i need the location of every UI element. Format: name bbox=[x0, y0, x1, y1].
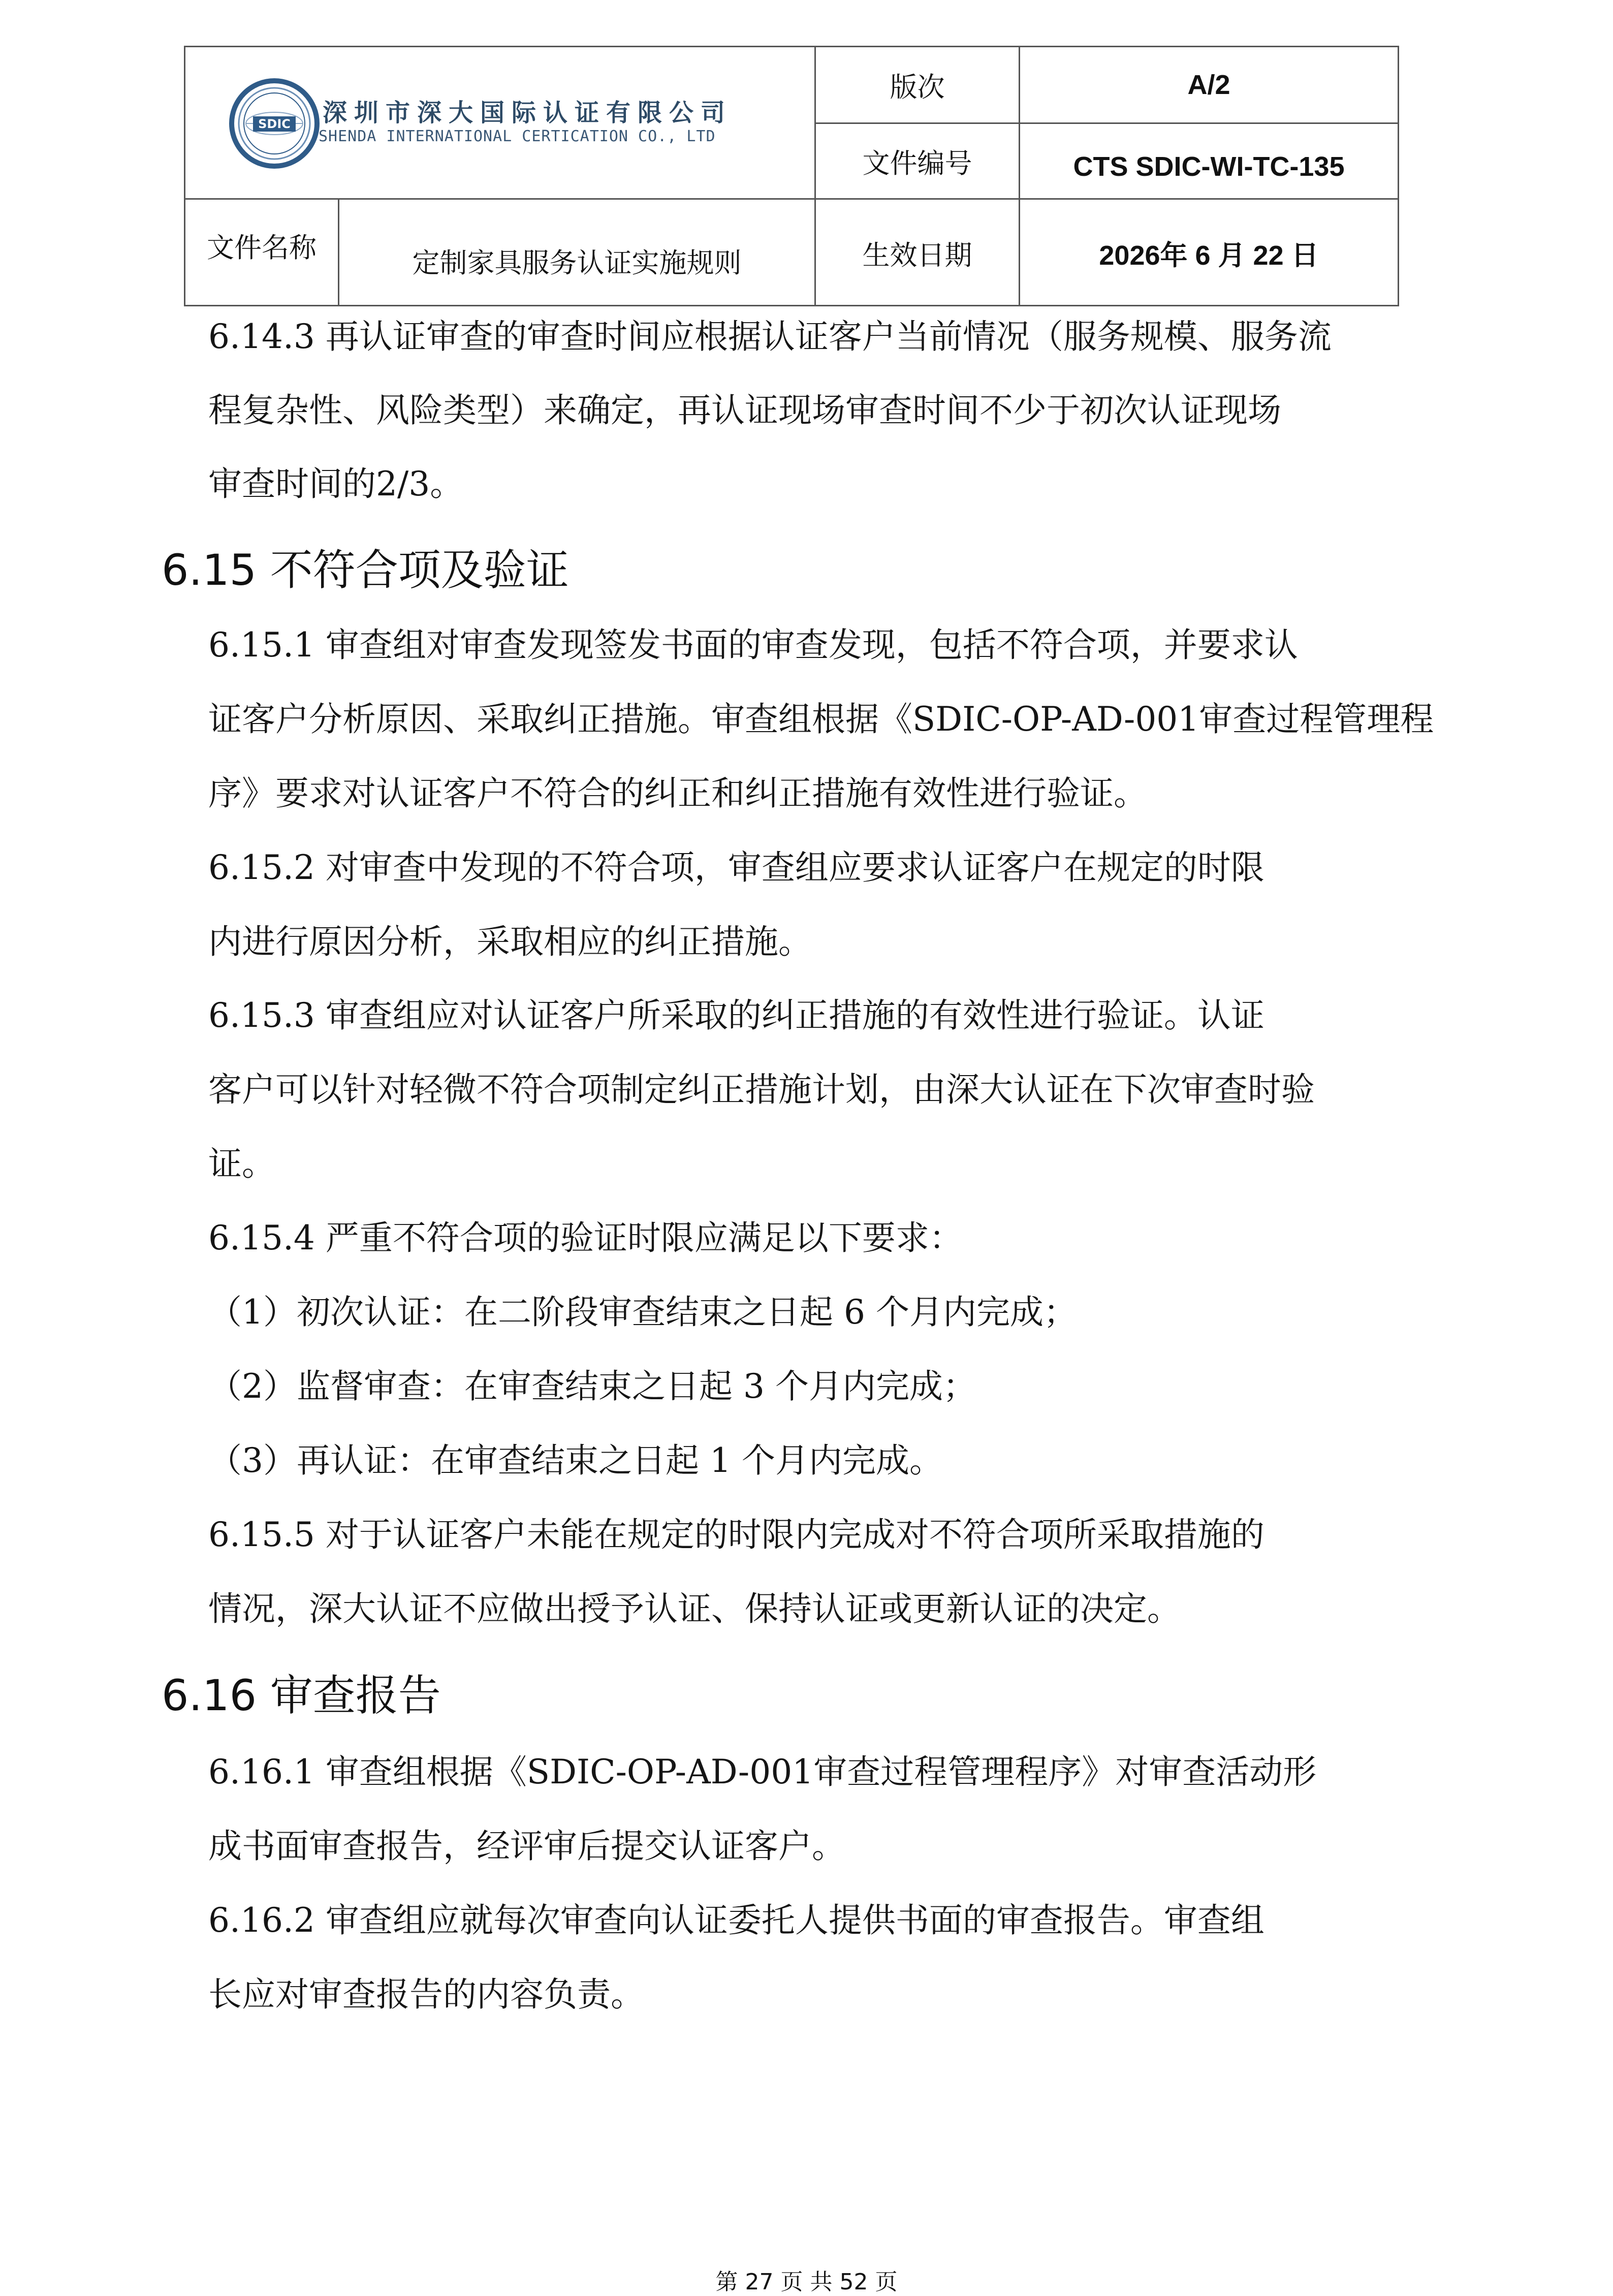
company-logo-block bbox=[185, 47, 816, 200]
paragraph-line: 证客户分析原因、采取纠正措施。审查组根据《SDIC-OP-AD-001审查过程管理程 bbox=[208, 700, 1434, 739]
paragraph-line: 内进行原因分析，采取相应的纠正措施。 bbox=[208, 922, 812, 961]
paragraph-line: 成书面审查报告，经评审后提交认证客户。 bbox=[208, 1827, 845, 1866]
list-item: （1）初次认证：在二阶段审查结束之日起 6 个月内完成； bbox=[208, 1293, 1077, 1332]
paragraph-line: 审查时间的2/3。 bbox=[208, 464, 464, 504]
paragraph-line: 6.14.3 再认证审查的审查时间应根据认证客户当前情况（服务规模、服务流 bbox=[208, 317, 1332, 356]
paragraph-line: 6.15.4 严重不符合项的验证时限应满足以下要求： bbox=[208, 1218, 963, 1257]
sdic-logo-icon bbox=[229, 78, 320, 169]
version-value: A/2 bbox=[1187, 70, 1230, 100]
paragraph-line: 程复杂性、风险类型）来确定，再认证现场审查时间不少于初次认证现场 bbox=[208, 391, 1281, 430]
paragraph-line: 6.16.2 审查组应就每次审查向认证委托人提供书面的审查报告。审查组 bbox=[208, 1901, 1264, 1940]
doc-number-value: CTS SDIC-WI-TC-135 bbox=[1073, 151, 1345, 182]
section-heading: 6.15 不符合项及验证 bbox=[162, 545, 569, 595]
page-number-footer: 第 27 页 共 52 页 bbox=[715, 2269, 898, 2295]
doc-name-value: 定制家具服务认证实施规则 bbox=[412, 246, 742, 279]
paragraph-line: 长应对审查报告的内容负责。 bbox=[208, 1975, 644, 2014]
effective-date-label: 生效日期 bbox=[862, 239, 972, 271]
paragraph-line: 6.15.3 审查组应对认证客户所采取的纠正措施的有效性进行验证。认证 bbox=[208, 996, 1264, 1035]
doc-name-label: 文件名称 bbox=[207, 231, 317, 264]
paragraph-line: 序》要求对认证客户不符合的纠正和纠正措施有效性进行验证。 bbox=[208, 774, 1147, 813]
list-item: （2）监督审查：在审查结束之日起 3 个月内完成； bbox=[208, 1367, 976, 1406]
paragraph-line: 6.15.2 对审查中发现的不符合项，审查组应要求认证客户在规定的时限 bbox=[208, 848, 1264, 887]
paragraph-line: 客户可以针对轻微不符合项制定纠正措施计划，由深大认证在下次审查时验 bbox=[208, 1070, 1315, 1109]
paragraph-line: 证。 bbox=[208, 1144, 275, 1183]
paragraph-line: 情况，深大认证不应做出授予认证、保持认证或更新认证的决定。 bbox=[208, 1589, 1181, 1628]
version-label: 版次 bbox=[890, 71, 945, 103]
paragraph-line: 6.15.5 对于认证客户未能在规定的时限内完成对不符合项所采取措施的 bbox=[208, 1515, 1264, 1554]
document-header-table bbox=[184, 46, 1399, 306]
effective-date-value: 2026年 6 月 22 日 bbox=[1099, 240, 1319, 271]
company-name-cn: 深圳市深大国际认证有限公司 bbox=[323, 99, 733, 127]
paragraph-line: 6.16.1 审查组根据《SDIC-OP-AD-001审查过程管理程序》对审查活动形 bbox=[208, 1752, 1317, 1791]
doc-number-label: 文件编号 bbox=[862, 147, 972, 179]
company-name-en: SHENDA INTERNATIONAL CERTICATION CO., LTD bbox=[319, 128, 716, 145]
paragraph-line: 6.15.1 审查组对审查发现签发书面的审查发现，包括不符合项，并要求认 bbox=[208, 625, 1298, 665]
section-heading: 6.16 审查报告 bbox=[162, 1671, 441, 1720]
list-item: （3）再认证：在审查结束之日起 1 个月内完成。 bbox=[208, 1441, 943, 1480]
logo-text: SDIC bbox=[258, 117, 291, 131]
